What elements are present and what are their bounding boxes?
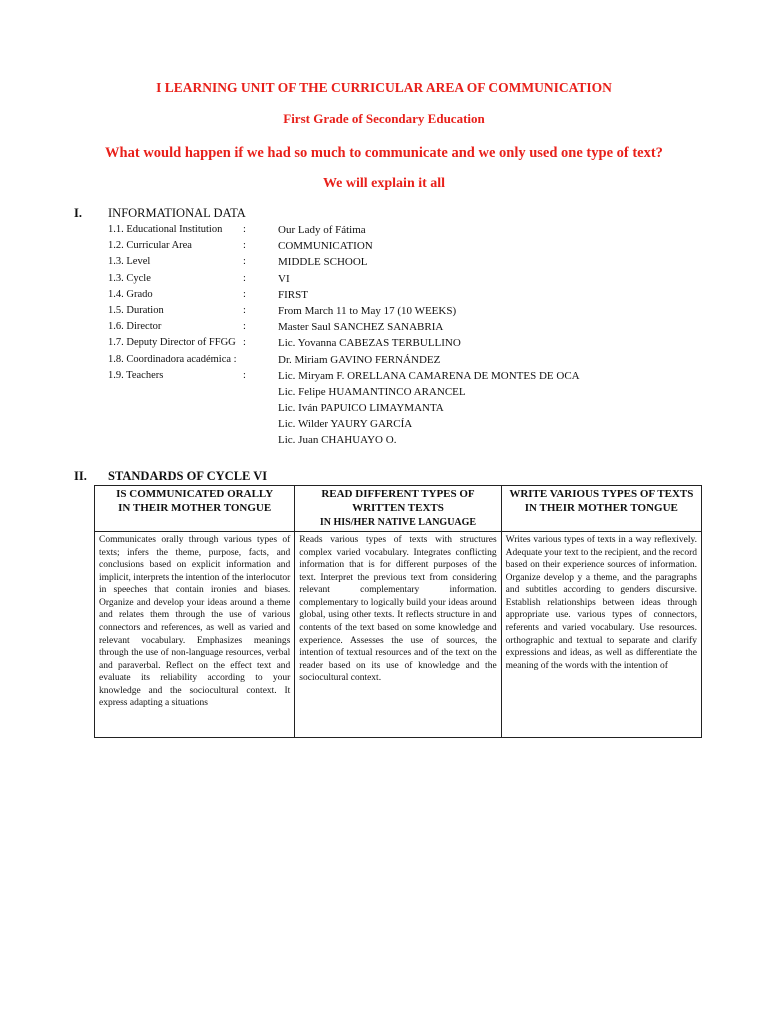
table-row — [95, 532, 702, 738]
info-label: 1.6. Director — [108, 321, 162, 333]
column-header-read — [295, 486, 501, 532]
info-value: FIRST — [278, 288, 308, 301]
info-colon: : — [243, 224, 246, 235]
info-label: 1.2. Curricular Area — [108, 240, 192, 252]
info-colon: : — [243, 321, 246, 333]
section-title: INFORMATIONAL DATA — [108, 206, 246, 220]
info-value: Lic. Juan CHAHUAYO O. — [278, 434, 397, 447]
column-subheading: IN HIS/HER NATIVE LANGUAGE — [319, 516, 477, 528]
info-colon: : — [243, 337, 246, 349]
info-value: Dr. Miriam GAVINO FERNÁNDEZ — [278, 353, 441, 366]
column-subheading: IN THEIR MOTHER TONGUE — [118, 501, 272, 514]
cell-text: Reads various types of texts with structures complex varied vocabulary. Integrates conflicting information that is for different purposes of the text. Interpret the previous text from considering relevant complementary information. complementary to logically build your ideas around global, using other texts. It reflects structure in and contents of the text based on some knowledge and experience. Assesses the use of sources, the intention of textual resources and of the text on the reader based on its use of knowledge and the sociocultural context. — [299, 535, 497, 684]
info-label: 1.5. Duration — [108, 304, 164, 316]
info-value: Our Lady of Fátima — [278, 224, 366, 236]
info-label: 1.3. Level — [108, 256, 151, 268]
info-label: 1.7. Deputy Director of FFGG — [108, 337, 236, 349]
info-label: 1.1. Educational Institution — [108, 224, 223, 235]
unit-title: I LEARNING UNIT OF THE CURRICULAR AREA OF COMMUNICATION — [156, 80, 612, 95]
info-label: 1.9. Teachers — [108, 369, 164, 381]
standard-cell-read — [295, 532, 501, 738]
info-value: Master Saul SANCHEZ SANABRIA — [278, 321, 444, 334]
info-value: COMMUNICATION — [278, 240, 373, 253]
guiding-answer: We will explain it all — [322, 176, 446, 191]
info-label: 1.3. Cycle — [108, 272, 151, 284]
info-value: Lic. Yovanna CABEZAS TERBULLINO — [278, 337, 461, 350]
cell-text: Writes various types of texts in a way reflexively. Adequate your text to the recipient, and the record based on their experience sources of information. Organize develop y a theme, and the paragraphs and subtitles according to genders discursive. Establish relationships between ideas through appropriate use. various types of connectors, referents and varied vocabulary. Use resources. orthographic and textual to separate and clarify expressions and ideas, as well as differentiate the meaning of the words with the intention of — [505, 535, 697, 671]
info-colon: : — [243, 240, 246, 252]
info-label: 1.4. Grado — [108, 288, 153, 300]
column-heading: WRITE VARIOUS TYPES OF TEXTS — [509, 488, 694, 500]
info-value: VI — [278, 272, 290, 285]
column-header-oral — [95, 486, 295, 532]
column-subheading: IN THEIR MOTHER TONGUE — [524, 501, 678, 514]
info-colon: : — [243, 369, 246, 381]
info-colon: : — [243, 256, 246, 268]
info-label: 1.8. Coordinadora académica : — [108, 353, 237, 365]
cell-text: Communicates orally through various types of texts; infers the theme, purpose, facts, and conclusions based on explicit information and implicit, interprets the intention of the interlocutor in speeches that contain ironies and biases. Organize and develop your ideas around a theme and relates them through the use of various connectors and references, as well as varied and relevant vocabulary. Emphasizes meanings through the use of non-language resources, verbal and paraverbal. Reflect on the effect text and evaluate its reliability according to your knowledge and the sociocultural context. It express adapting a situations — [99, 535, 291, 709]
info-value: From March 11 to May 17 (10 WEEKS) — [278, 304, 457, 317]
section-number: II. — [74, 469, 87, 483]
section-standards — [74, 469, 267, 484]
standard-cell-write — [501, 532, 701, 738]
info-value: Lic. Felipe HUAMANTINCO ARANCEL — [278, 385, 466, 398]
info-colon: : — [243, 304, 246, 316]
info-value: Lic. Wilder YAURY GARCÍA — [278, 418, 413, 431]
section-title: STANDARDS OF CYCLE VI — [108, 469, 268, 483]
guiding-question: What would happen if we had so much to communicate and we only used one type of text? — [105, 145, 663, 161]
table-header-row — [95, 486, 702, 532]
section-number: I. — [74, 206, 82, 220]
info-colon: : — [243, 272, 246, 284]
standard-cell-oral — [95, 532, 295, 738]
column-heading: READ DIFFERENT TYPES OF WRITTEN TEXTS — [321, 488, 475, 514]
info-value: Lic. Miryam F. ORELLANA CAMARENA DE MONTES DE OCA — [278, 369, 580, 382]
info-value: Lic. Iván PAPUICO LIMAYMANTA — [278, 402, 444, 415]
grade-subtitle: First Grade of Secondary Education — [283, 111, 485, 126]
section-informational-data — [74, 206, 246, 221]
column-header-write — [501, 486, 701, 532]
info-colon: : — [243, 288, 246, 300]
info-value: MIDDLE SCHOOL — [278, 256, 368, 269]
column-heading: IS COMMUNICATED ORALLY — [116, 488, 274, 500]
standards-table — [94, 485, 702, 738]
